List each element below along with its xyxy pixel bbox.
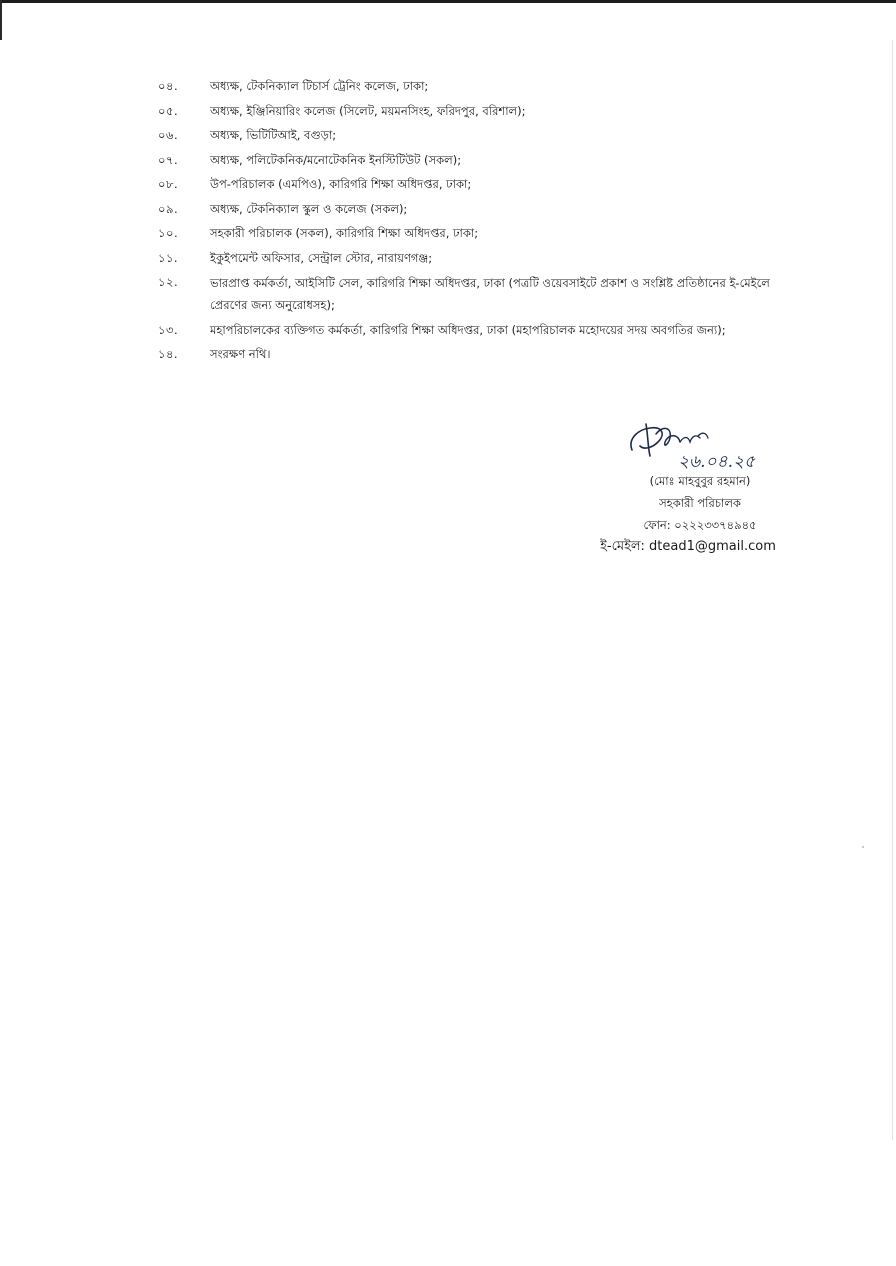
item-number: ১৩.: [158, 322, 179, 337]
item-text: অধ্যক্ষ, পলিটেকনিক/মনোটেকনিক ইনস্টিটিউট (সকল);: [210, 152, 462, 167]
handwritten-signature: [622, 412, 782, 472]
list-item: [158, 150, 798, 171]
signatory-phone: ফোন: ০২২২৩৩৭৪৯৪৫: [643, 518, 757, 532]
signatory-designation: সহকারী পরিচালক: [659, 496, 741, 510]
item-number: ০৪.: [158, 79, 179, 93]
list-item: [158, 174, 798, 195]
list-item: [158, 101, 798, 122]
list-item: [158, 344, 798, 365]
list-item: [158, 272, 798, 316]
list-item: [158, 199, 798, 220]
scan-speck: [862, 846, 864, 848]
item-number: ১২.: [158, 275, 179, 289]
signatory-block: [600, 470, 800, 558]
signature-date: ২৬.০৪.২৫: [678, 452, 756, 472]
scan-border-right: [892, 40, 893, 1140]
list-item: [158, 248, 798, 269]
item-text: ইকুইপমেন্ট অফিসার, সেন্ট্রাল স্টোর, নারায়ণগঞ্জ;: [210, 250, 433, 265]
list-item: [158, 320, 798, 341]
item-number: ০৫.: [158, 103, 179, 118]
distribution-list: [158, 76, 798, 369]
item-number: ১০.: [158, 226, 179, 240]
item-text: অধ্যক্ষ, টেকনিক্যাল স্কুল ও কলেজ (সকল);: [210, 201, 408, 216]
item-text: সহকারী পরিচালক (সকল), কারিগরি শিক্ষা অধিদপ্তর, ঢাকা;: [210, 226, 479, 240]
item-text: অধ্যক্ষ, ইঞ্জিনিয়ারিং কলেজ (সিলেট, ময়মনসিংহ, ফরিদপুর, বরিশাল);: [210, 103, 526, 118]
item-number: ০৮.: [158, 177, 179, 191]
item-text: মহাপরিচালকের ব্যক্তিগত কর্মকর্তা, কারিগরি শিক্ষা অধিদপ্তর, ঢাকা (মহাপরিচালক মহোদয়ের সদয় অবগতির জন্য);: [210, 322, 726, 337]
item-text: সংরক্ষণ নথি।: [210, 347, 271, 361]
scan-border-left: [0, 0, 2, 40]
item-text: অধ্যক্ষ, টেকনিক্যাল টিচার্স ট্রেনিং কলেজ, ঢাকা;: [210, 79, 429, 93]
scan-border-top: [0, 0, 896, 3]
item-number: ১১.: [158, 250, 179, 265]
item-text: ভারপ্রাপ্ত কর্মকর্তা, আইসিটি সেল, কারিগরি শিক্ষা অধিদপ্তর, ঢাকা (পত্রটি ওয়েবসাইটে প্রকাশ ও সংশ্লিষ্ট প্রতিষ্ঠানের ই-মেইলে প্রেরণের জন্য অনুরোধসহ);: [210, 276, 770, 312]
list-item: [158, 76, 798, 97]
signatory-name: (মোঃ মাহবুবুর রহমান): [649, 474, 751, 488]
list-item: [158, 223, 798, 244]
item-text: অধ্যক্ষ, ভিটিটিআই, বগুড়া;: [210, 128, 337, 142]
item-number: ০৯.: [158, 201, 179, 216]
item-number: ০৭.: [158, 152, 179, 167]
signatory-email: ই-মেইল: dtead1@gmail.com: [600, 539, 776, 554]
item-number: ০৬.: [158, 128, 179, 142]
item-text: উপ-পরিচালক (এমপিও), কারিগরি শিক্ষা অধিদপ্তর, ঢাকা;: [210, 177, 472, 191]
item-number: ১৪.: [158, 347, 179, 361]
list-item: [158, 125, 798, 146]
